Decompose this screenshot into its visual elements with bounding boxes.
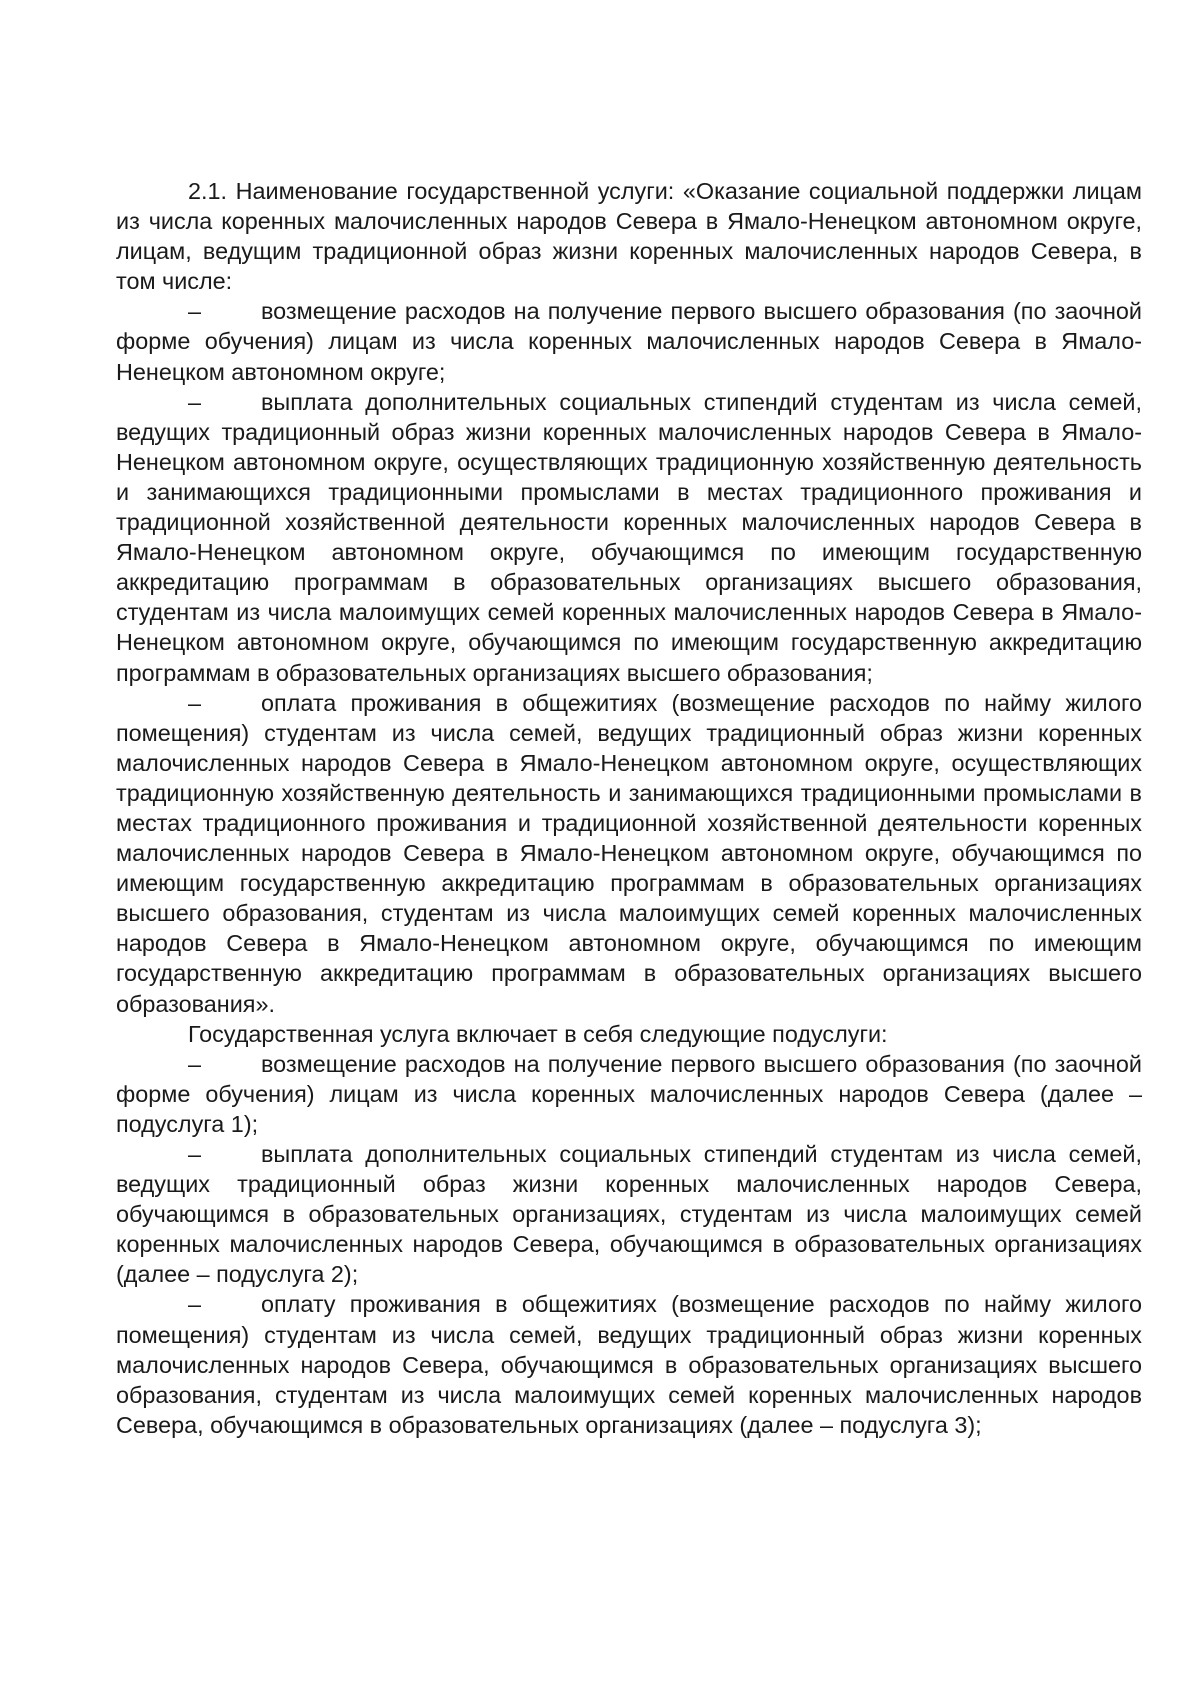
dash-marker: – <box>188 298 202 325</box>
list-item <box>116 1289 1142 1439</box>
list-item <box>116 296 1142 386</box>
document-body <box>116 176 1142 1440</box>
list-item <box>116 1139 1142 1289</box>
list-item-text: выплата дополнительных социальных стипендий студентам из числа семей, ведущих традиционный образ жизни коренных малочисленных народов Севера, обучающимся в образовательных организациях, студентам из числа малоимущих семей коренных малочисленных народов Севера, обучающимся в образовательных организациях (далее – подуслуга 2); <box>116 1141 1142 1288</box>
list-item-text: возмещение расходов на получение первого высшего образования (по заочной форме обучения) лицам из числа коренных малочисленных народов Севера в Ямало-Ненецком автономном округе; <box>116 298 1142 385</box>
list-item-text: возмещение расходов на получение первого высшего образования (по заочной форме обучения) лицам из числа коренных малочисленных народов Севера (далее – подуслуга 1); <box>116 1050 1142 1137</box>
list-item-text: оплата проживания в общежитиях (возмещение расходов по найму жилого помещения) студентам из числа семей, ведущих традиционный образ жизни коренных малочисленных народов Севера в Ямало-Ненецком автономном округе, осуществляющих традиционную хозяйственную деятельность и занимающихся традиционными промыслами в местах традиционного проживания и традиционной хозяйственной деятельности коренных малочисленных народов Севера в Ямало-Ненецком автономном округе, обучающимся по имеющим государственную аккредитацию программам в образовательных организациях высшего образования, студентам из числа малоимущих семей коренных малочисленных народов Севера в Ямало-Ненецком автономном округе, обучающимся по имеющим государственную аккредитацию программам в образовательных организациях высшего образования». <box>116 689 1142 1017</box>
dash-marker: – <box>188 1291 202 1318</box>
list-item-text: выплата дополнительных социальных стипендий студентам из числа семей, ведущих традиционный образ жизни коренных малочисленных народов Севера в Ямало-Ненецком автономном округе, осуществляющих традиционную хозяйственную деятельность и занимающихся традиционными промыслами в местах традиционного проживания и традиционной хозяйственной деятельности коренных малочисленных народов Севера в Ямало-Ненецком автономном округе, обучающимся по имеющим государственную аккредитацию программам в образовательных организациях высшего образования, студентам из числа малоимущих семей коренных малочисленных народов Севера в Ямало-Ненецком автономном округе, обучающимся по имеющим государственную аккредитацию программам в образовательных организациях высшего образования; <box>116 388 1142 686</box>
paragraph-subservices-intro: Государственная услуга включает в себя следующие подуслуги: <box>188 1020 888 1047</box>
list-item <box>116 1049 1142 1139</box>
dash-marker: – <box>188 388 202 415</box>
dash-marker: – <box>188 689 202 716</box>
dash-marker: – <box>188 1050 202 1077</box>
dash-marker: – <box>188 1141 202 1167</box>
paragraph-service-name: 2.1. Наименование государственной услуги: «Оказание социальной поддержки лицам из числа коренных малочисленных народов Севера в Ямало-Ненецком автономном округе, лицам, ведущим традиционной образ жизни коренных малочисленных народов Севера, в том числе: <box>116 178 1142 295</box>
list-item <box>116 387 1142 688</box>
list-item-text: оплату проживания в общежитиях (возмещение расходов по найму жилого помещения) студентам из числа семей, ведущих традиционный образ жизни коренных малочисленных народов Севера, обучающимся в образовательных организациях высшего образования, студентам из числа малоимущих семей коренных малочисленных народов Севера, обучающимся в образовательных организациях (далее – подуслуга 3); <box>116 1291 1142 1438</box>
list-item <box>116 688 1142 1019</box>
